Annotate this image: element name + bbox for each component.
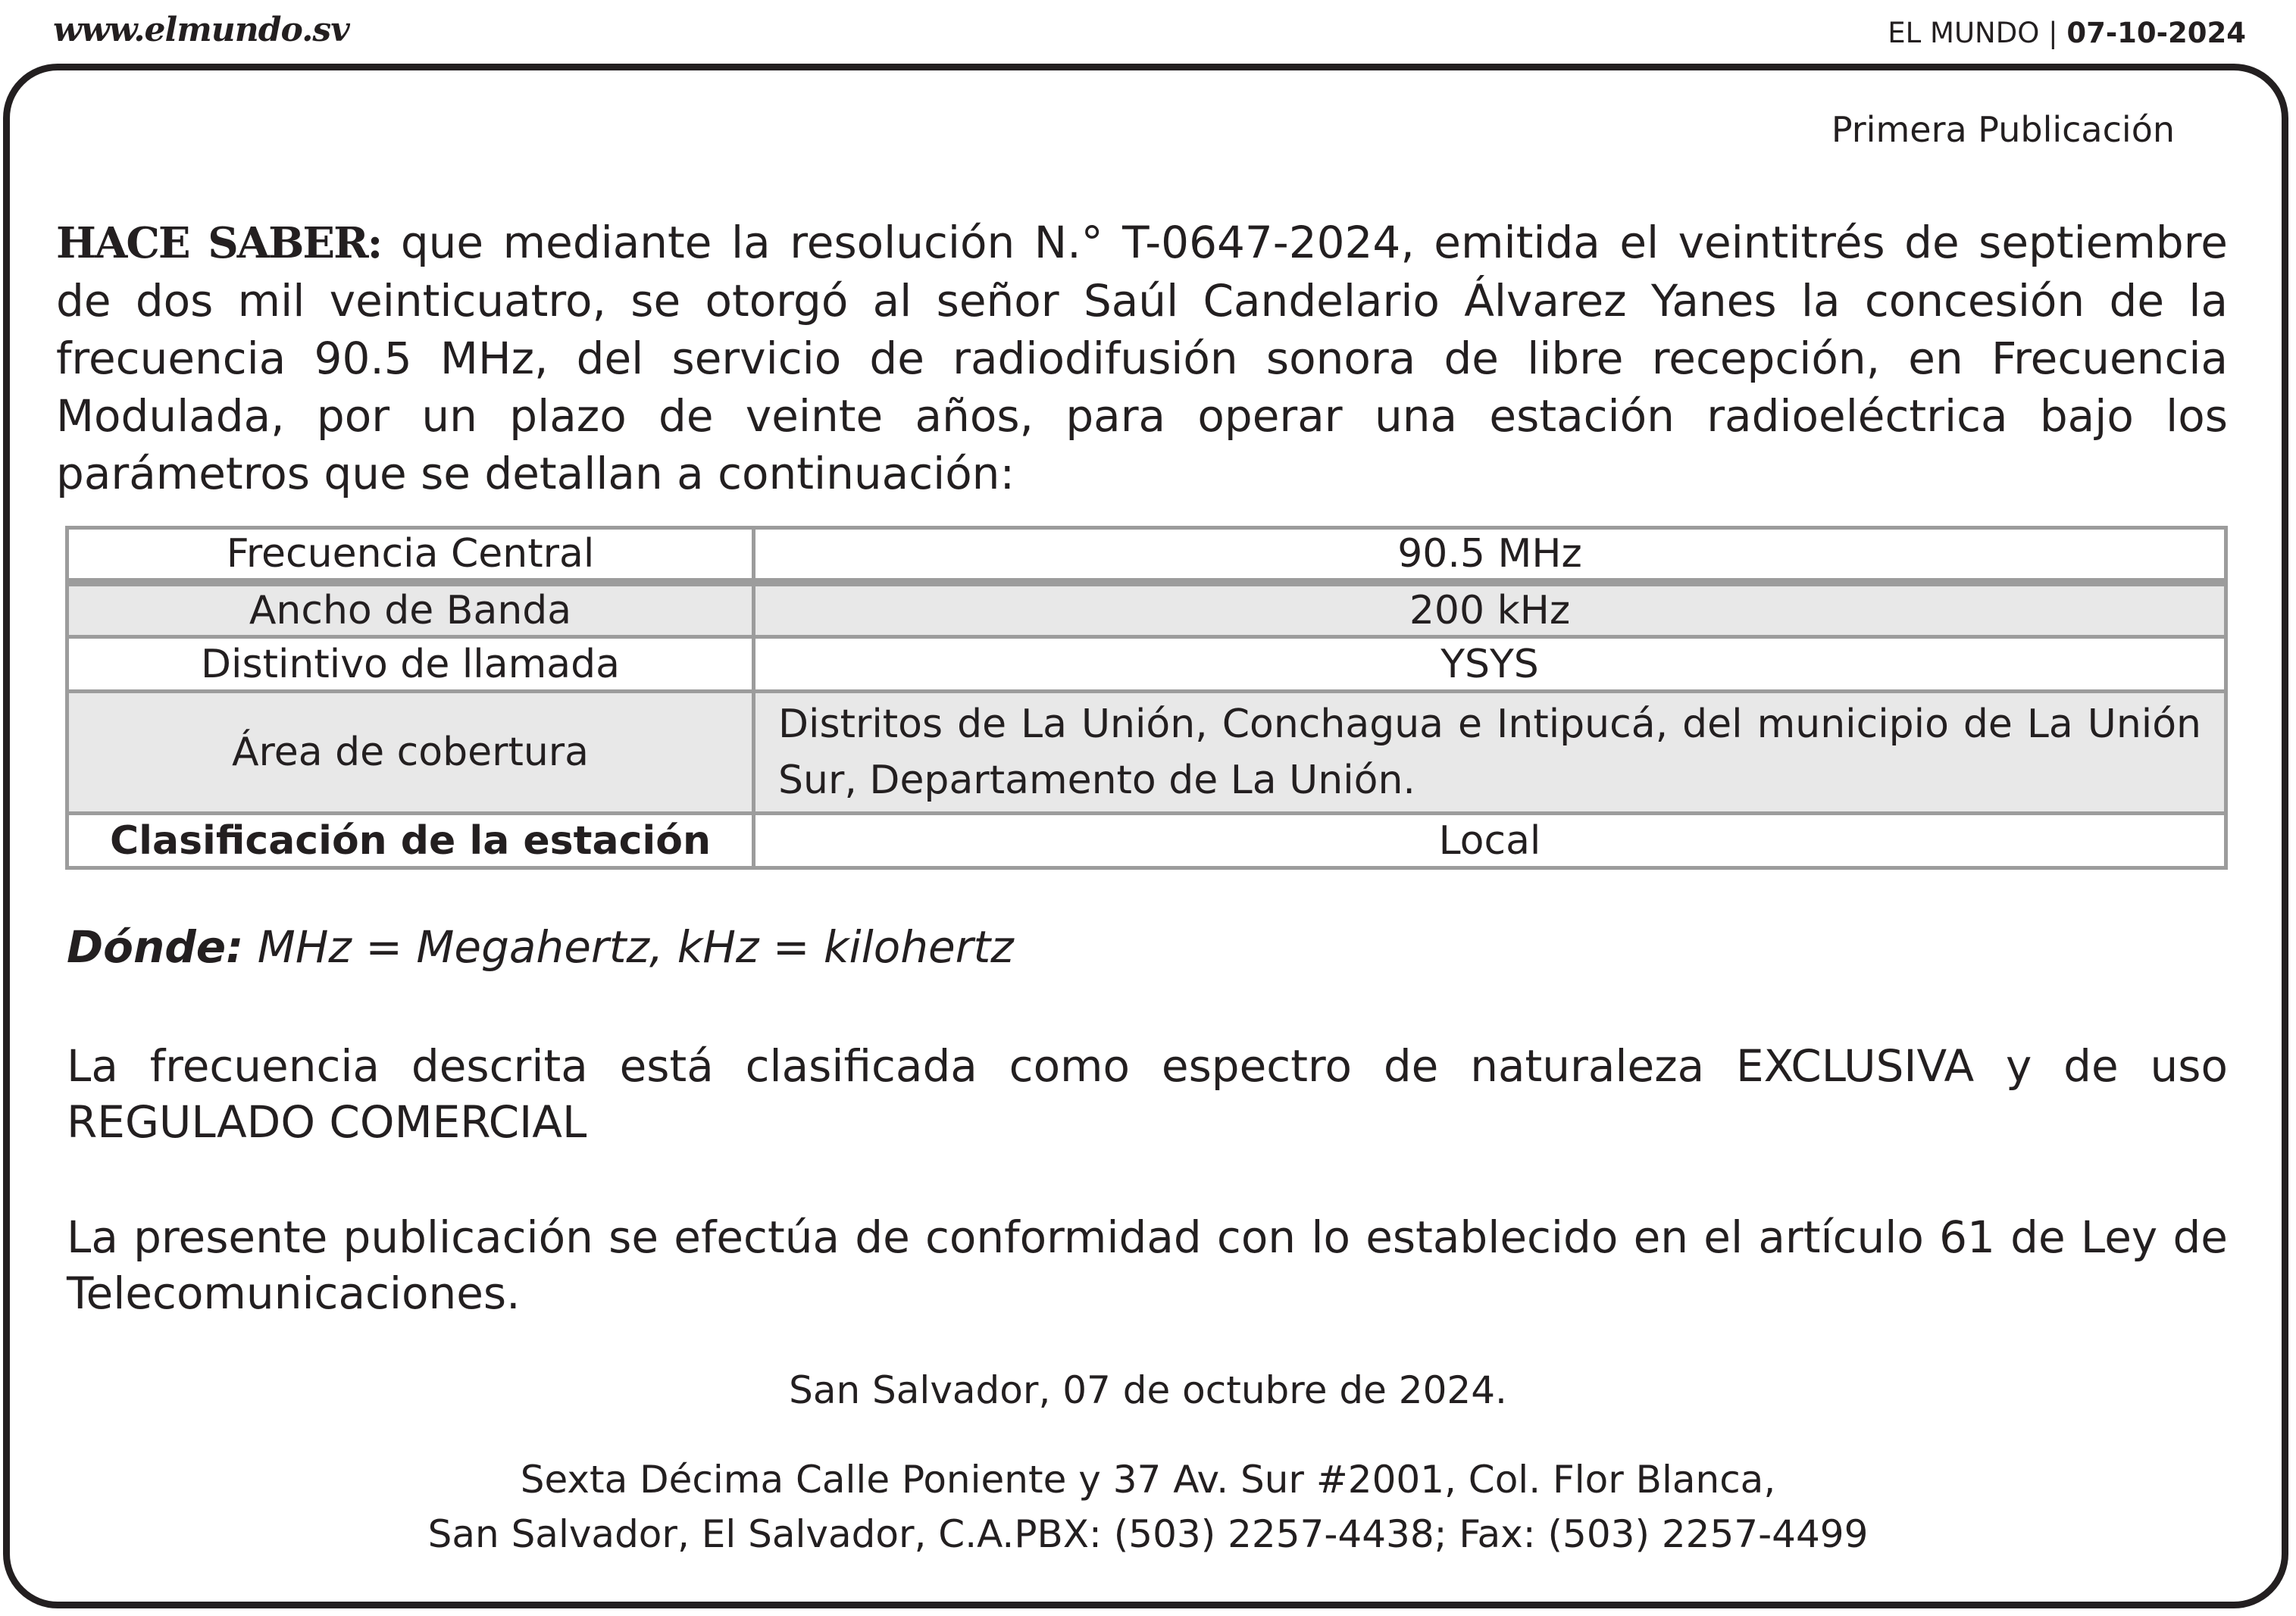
param-label: Frecuencia Central (67, 528, 754, 583)
paper-name: EL MUNDO (1888, 17, 2040, 49)
units-legend-text: MHz = Megahertz, kHz = kilohertz (243, 921, 1014, 973)
table-row (67, 637, 2226, 692)
site-url: www.elmundo.sv (53, 11, 349, 49)
units-legend-label: Dónde: (67, 921, 244, 973)
table-row (67, 692, 2226, 814)
lead-heading: HACE SABER: (56, 218, 382, 268)
publication-label: Primera Publicación (1831, 109, 2175, 150)
param-value: 200 kHz (754, 583, 2226, 637)
table-row (67, 814, 2226, 868)
address-line-2: San Salvador, El Salvador, C.A.PBX: (503) 2257-4438; Fax: (503) 2257-4499 (427, 1512, 1869, 1556)
param-value: YSYS (754, 637, 2226, 692)
masthead-info (1888, 17, 2246, 49)
param-label: Ancho de Banda (67, 583, 754, 637)
legal-basis-paragraph: La presente publicación se efectúa de conformidad con lo establecido en el artículo 61 de Ley de Telecomunicaciones. (67, 1211, 2228, 1319)
param-label: Distintivo de llamada (67, 637, 754, 692)
parameters-table (65, 526, 2228, 870)
address-line-1: Sexta Décima Calle Poniente y 37 Av. Sur #2001, Col. Flor Blanca, (520, 1458, 1776, 1502)
param-value: Local (754, 814, 2226, 868)
header-separator: | (2048, 17, 2058, 49)
units-legend (67, 921, 1014, 973)
param-label: Área de cobertura (67, 692, 754, 814)
param-value: Distritos de La Unión, Conchagua e Intipucá, del municipio de La Unión Sur, Departamento de La Unión. (754, 692, 2226, 814)
param-value: 90.5 MHz (754, 528, 2226, 583)
intro-text: que mediante la resolución N.° T-0647-2024, emitida el veintitrés de septiembre de dos mil veinticuatro, se otorgó al señor Saúl Candelario Álvarez Yanes la concesión de la frecuencia 90.5 MHz, del servicio de radiodifusión sonora de libre recepción, en Frecuencia Modulada, por un plazo de veinte años, para operar una estación radioeléctrica bajo los parámetros que se detallan a continuación: (56, 217, 2228, 499)
table-row (67, 528, 2226, 583)
table-row (67, 583, 2226, 637)
issue-date: 07-10-2024 (2066, 17, 2246, 49)
param-label: Clasificación de la estación (67, 814, 754, 868)
intro-paragraph (56, 214, 2228, 502)
classification-paragraph: La frecuencia descrita está clasificada como espectro de naturaleza EXCLUSIVA y de uso REGULADO COMERCIAL (67, 1040, 2228, 1148)
city-date: San Salvador, 07 de octubre de 2024. (789, 1368, 1507, 1412)
